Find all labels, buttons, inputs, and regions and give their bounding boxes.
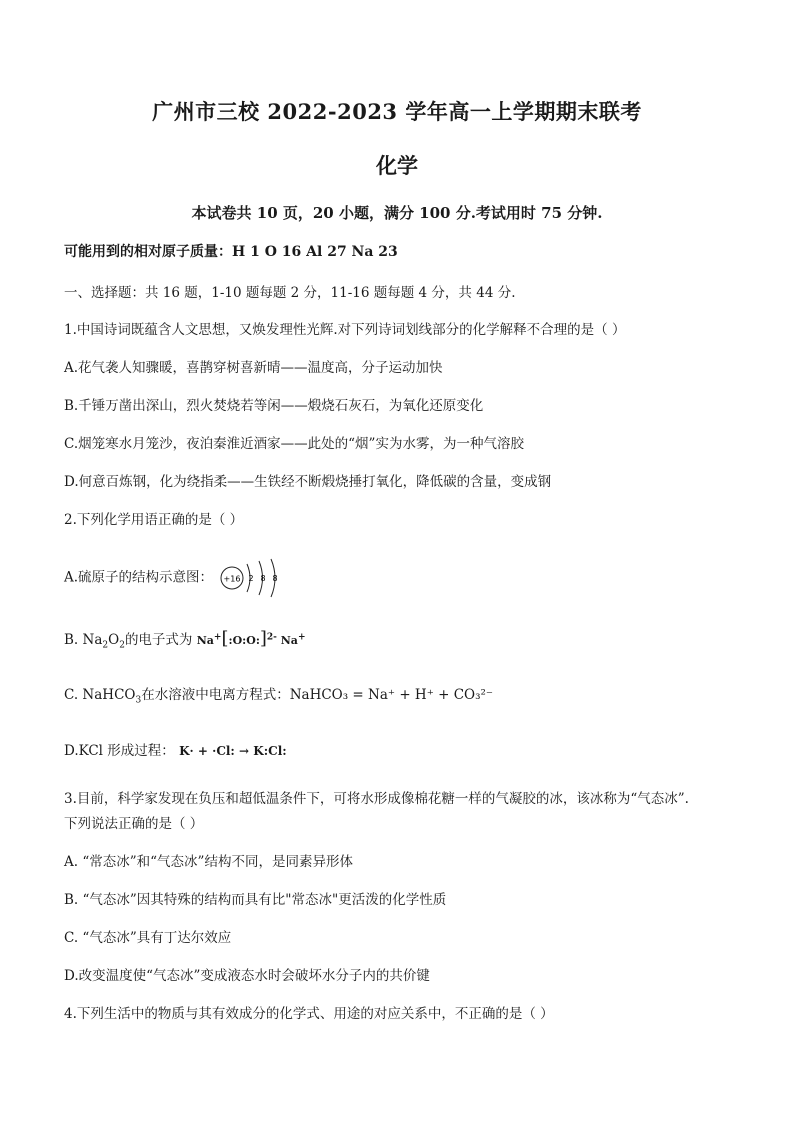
exam-subject: 化学 — [376, 153, 418, 178]
q2-option-b — [64, 628, 305, 651]
atomic-mass-line: 可能用到的相对原子质量：H 1 O 16 Al 27 Na 23 — [64, 244, 398, 260]
q1-option-c: C.烟笼寒水月笼沙，夜泊秦淮近酒家——此处的“烟”实为水雾，为一种气溶胶 — [64, 436, 524, 452]
exam-intro: 本试卷共 10 页，20 小题，满分 100 分.考试用时 75 分钟. — [191, 204, 603, 222]
q4-stem: 4.下列生活中的物质与其有效成分的化学式、用途的对应关系中，不正确的是（ ） — [64, 1006, 554, 1022]
q1-option-d: D.何意百炼钢，化为绕指柔——生铁经不断煅烧捶打氧化，降低碳的含量，变成钢 — [64, 474, 552, 490]
section-heading: 一、选择题：共 16 题，1-10 题每题 2 分，11-16 题每题 4 分，共 44 分. — [64, 285, 516, 301]
sulfur-atom-diagram — [219, 558, 289, 598]
q2-option-a-text: A.硫原子的结构示意图： — [64, 569, 214, 586]
na2o2-electron-formula: Na+[:O:O:]$^{2-}$ Na+ — [196, 628, 306, 649]
q2-option-c-text: 在水溶液中电离方程式： — [141, 687, 290, 703]
q1-stem: 1.中国诗词既蕴含人文思想，又焕发理性光辉.对下列诗词划线部分的化学解释不合理的是（ ） — [64, 322, 626, 338]
exam-title: 广州市三校 2022-2023 学年高一上学期期末联考 — [152, 99, 642, 124]
q2-option-b-formula: $Na_2O_2$ — [82, 632, 125, 651]
q2-option-d-text: D.KCl 形成过程： — [64, 743, 175, 759]
q1-option-b: B.千锤万凿出深山，烈火焚烧若等闲——煅烧石灰石，为氧化还原变化 — [64, 398, 484, 414]
shell-2-count: 8 — [260, 574, 266, 583]
q3-option-b: B. “气态冰”因其特殊的结构而具有比"常态冰"更活泼的化学性质 — [64, 892, 447, 908]
shell-1-count: 2 — [248, 574, 254, 583]
nucleus-charge: +16 — [223, 574, 241, 584]
q2-option-b-prefix: B. — [64, 632, 83, 648]
q3-option-a: A. “常态冰”和“气态冰”结构不同，是同素异形体 — [64, 854, 353, 870]
q2-option-d — [64, 739, 287, 759]
q2-option-c-sub: 3 — [135, 695, 142, 706]
q2-option-c-equation: NaHCO₃ = Na⁺ + H⁺ + CO₃²⁻ — [289, 687, 494, 703]
q2-option-c — [64, 683, 493, 706]
q3-option-c: C. “气态冰”具有丁达尔效应 — [64, 930, 232, 946]
q2-option-a — [64, 558, 289, 598]
q3-option-d: D.改变温度使“气态冰”变成液态水时会破坏水分子内的共价键 — [64, 968, 430, 984]
q2-stem: 2.下列化学用语正确的是（ ） — [64, 512, 244, 528]
q1-option-a: A.花气袭人知骤暖，喜鹊穿树喜新晴——温度高，分子运动加快 — [64, 360, 443, 376]
q3-stem-line2: 下列说法正确的是（ ） — [64, 816, 204, 832]
q2-option-b-text: 的电子式为 — [124, 632, 193, 648]
shell-3-count: 8 — [272, 574, 278, 583]
q3-stem-line1: 3.目前，科学家发现在负压和超低温条件下，可将水形成像棉花糖一样的气凝胶的冰，该冰称为“气态冰”. — [64, 791, 689, 807]
kcl-formation: K· + ·Cl: → K:Cl: — [179, 744, 287, 758]
q2-option-c-prefix: C. NaHCO — [64, 687, 136, 703]
